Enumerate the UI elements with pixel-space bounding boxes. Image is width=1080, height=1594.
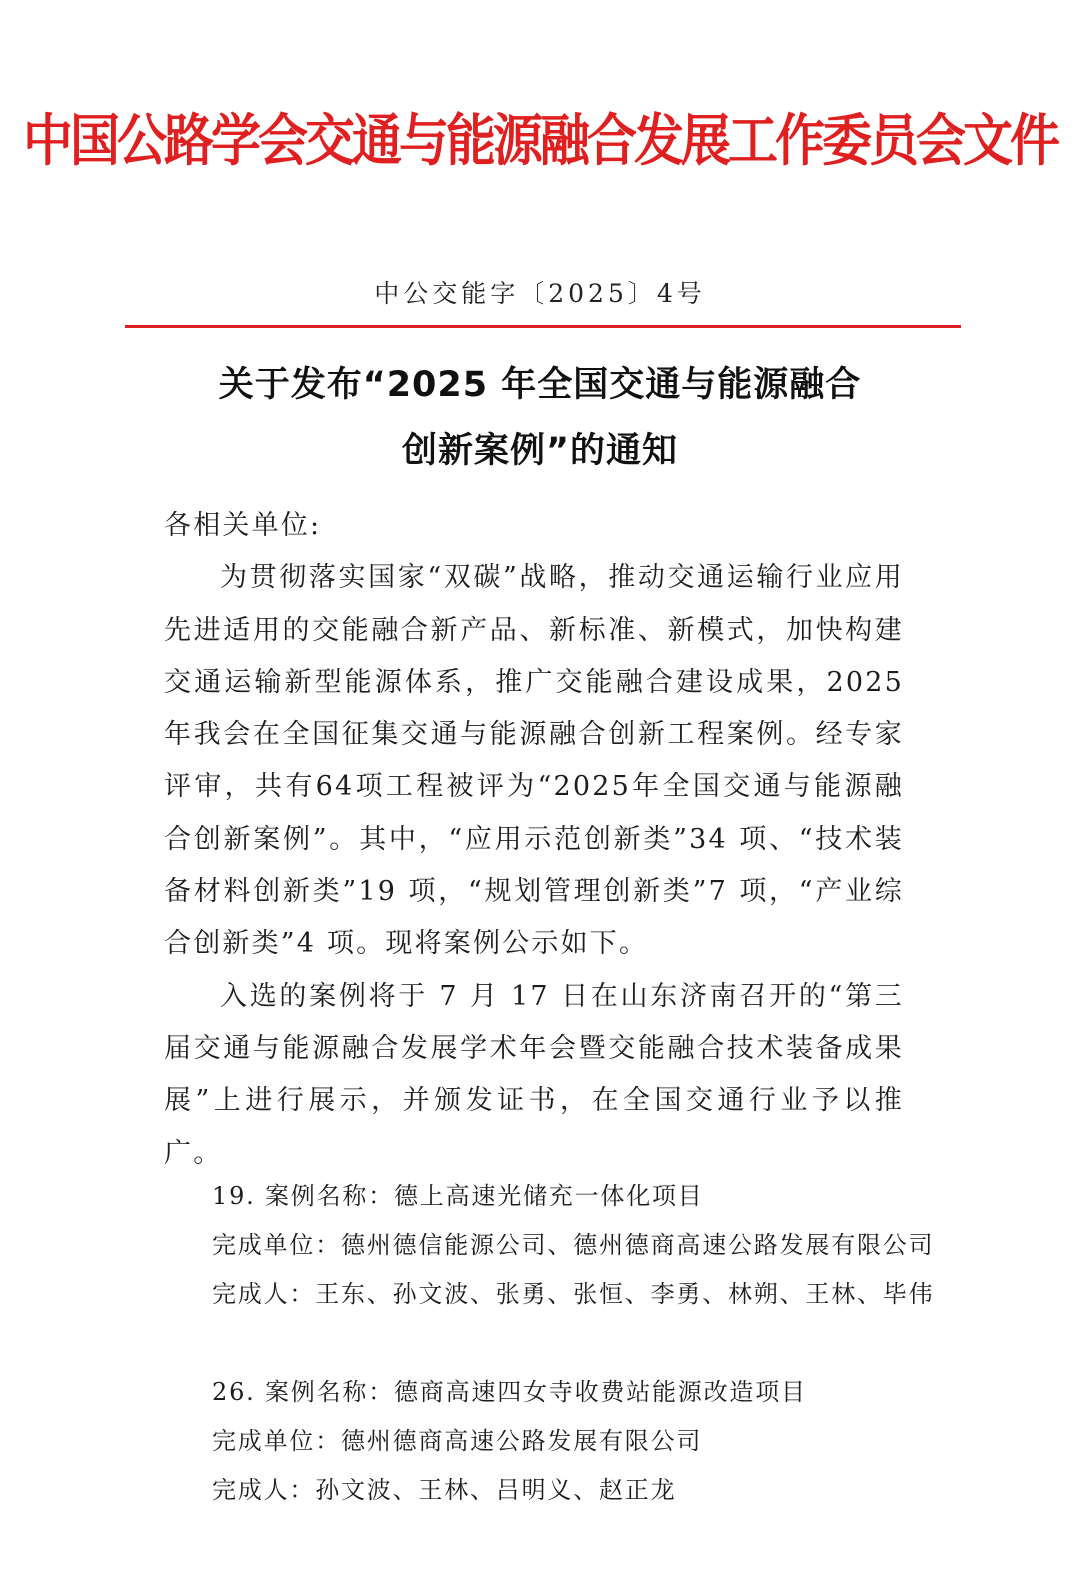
notice-title xyxy=(0,352,1080,484)
document-number: 中公交能字〔2025〕4号 xyxy=(374,279,706,308)
notice-body xyxy=(164,500,904,1180)
case-people: 完成人：孙文波、王林、吕明义、赵正龙 xyxy=(212,1476,677,1504)
header-divider xyxy=(125,325,961,328)
organization-header-title: 中国公路学会交通与能源融合发展工作委员会文件 xyxy=(23,108,1057,174)
body-paragraph-1: 为贯彻落实国家“双碳”战略，推动交通运输行业应用先进适用的交能融合新产品、新标准、新模式，加快构建交通运输新型能源体系，推广交能融合建设成果，2025 年我会在全国征集交通与能源融合创新工程案例。经专家评审，共有64项工程被评为“2025年全国交通与能源融合创新案例”。其中，“应用示范创新类”34 项、“技术装备材料创新类”19 项，“规划管理创新类”7 项，“产业综合创新类”4 项。现将案例公示如下。 xyxy=(164,562,904,960)
notice-title-line-2: 创新案例”的通知 xyxy=(401,431,678,471)
notice-title-line-1: 关于发布“2025 年全国交通与能源融合 xyxy=(218,365,862,405)
case-people: 完成人：王东、孙文波、张勇、张恒、李勇、林朔、王林、毕伟 xyxy=(212,1280,935,1308)
case-unit: 完成单位：德州德信能源公司、德州德商高速公路发展有限公司 xyxy=(212,1231,935,1259)
case-unit: 完成单位：德州德商高速公路发展有限公司 xyxy=(212,1427,703,1455)
salutation: 各相关单位: xyxy=(164,510,322,541)
body-paragraph-2: 入选的案例将于 7 月 17 日在山东济南召开的“第三届交通与能源融合发展学术年会暨交能融合技术装备成果展”上进行展示，并颁发证书，在全国交通行业予以推广。 xyxy=(164,980,904,1169)
case-entry xyxy=(212,1172,935,1319)
case-name: 26. 案例名称：德商高速四女寺收费站能源改造项目 xyxy=(212,1378,807,1406)
case-entry xyxy=(212,1368,912,1515)
case-name: 19. 案例名称：德上高速光储充一体化项目 xyxy=(212,1182,704,1210)
